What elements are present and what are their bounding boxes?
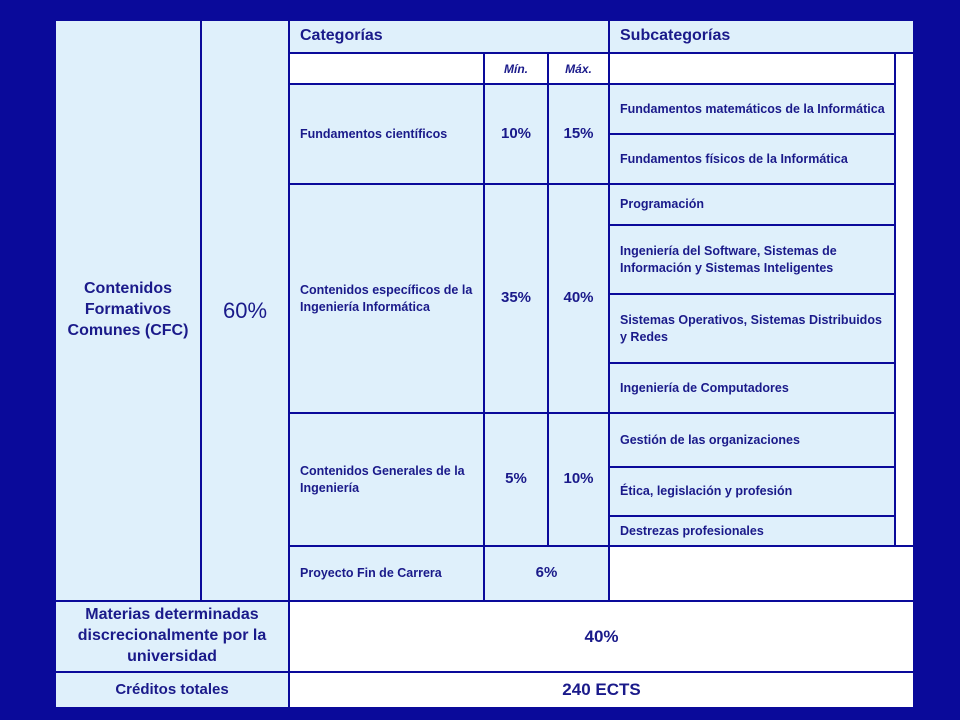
header-subcategories-text: Subcategorías — [620, 27, 731, 45]
header-categories-text: Categorías — [300, 27, 383, 45]
min-contenidos-especificos — [484, 184, 548, 413]
university-percent-cell — [289, 601, 914, 672]
subcategory-text: Fundamentos físicos de la Informática — [620, 151, 848, 166]
cfc-label-cell — [55, 20, 201, 601]
total-label-cell — [55, 672, 289, 708]
subcategory-ingenieria-computadores — [609, 363, 895, 413]
subcategory-text: Sistemas Operativos, Sistemas Distribuidos y Redes — [620, 312, 882, 344]
cfc-percent-cell — [201, 20, 289, 601]
subcategory-fundamentos-matematicos — [609, 84, 895, 134]
min-value: 10% — [500, 124, 532, 142]
max-value: 15% — [563, 124, 594, 142]
max-fundamentos-cientificos — [548, 84, 609, 184]
subcategory-text: Ética, legislación y profesión — [620, 484, 793, 499]
subcategory-programacion — [609, 184, 895, 225]
min-contenidos-generales — [484, 413, 548, 546]
university-label-cell — [55, 601, 289, 672]
subcategory-text: Gestión de las organizaciones — [620, 432, 800, 447]
project-label-cell — [289, 546, 484, 601]
category-contenidos-generales — [289, 413, 484, 546]
subcategory-text: Destrezas profesionales — [620, 523, 764, 538]
subcategory-sistemas-operativos — [609, 294, 895, 363]
header-min-text: Mín. — [504, 61, 528, 76]
max-value: 40% — [563, 289, 594, 307]
max-contenidos-generales — [548, 413, 609, 546]
header-subcategories — [609, 20, 914, 53]
subcategory-text: Fundamentos matemáticos de la Informática — [620, 101, 885, 116]
total-value: 240 ECTS — [562, 680, 641, 700]
category-text: Fundamentos científicos — [300, 126, 448, 141]
header-categories — [289, 20, 609, 53]
category-text: Contenidos específicos de la Ingeniería Informática — [300, 282, 473, 314]
min-value: 35% — [500, 289, 532, 307]
category-fundamentos-cientificos — [289, 84, 484, 184]
header-min — [484, 53, 548, 84]
project-label: Proyecto Fin de Carrera — [300, 566, 442, 581]
university-percent: 40% — [584, 626, 619, 646]
subcategory-gestion-organizaciones — [609, 413, 895, 467]
category-contenidos-especificos — [289, 184, 484, 413]
subcategory-text: Programación — [620, 197, 705, 212]
subcategory-text: Ingeniería del Software, Sistemas de Información y Sistemas Inteligentes — [620, 243, 837, 275]
header-max-text: Máx. — [565, 61, 592, 76]
min-fundamentos-cientificos — [484, 84, 548, 184]
min-value: 5% — [505, 470, 527, 488]
max-contenidos-especificos — [548, 184, 609, 413]
subcategory-etica — [609, 467, 895, 516]
subcategory-text: Ingeniería de Computadores — [620, 380, 789, 395]
header-max — [548, 53, 609, 84]
minmax-blank-cell — [289, 53, 484, 84]
subcategory-destrezas — [609, 516, 895, 546]
subcategory-ingenieria-software — [609, 225, 895, 294]
minmax-subcat-blank — [609, 53, 895, 84]
project-percent-cell — [484, 546, 609, 601]
right-strip — [895, 53, 914, 546]
total-value-cell — [289, 672, 914, 708]
total-label: Créditos totales — [115, 680, 229, 698]
cfc-percent: 60% — [222, 297, 268, 323]
cfc-label: Contenidos Formativos Comunes (CFC) — [67, 280, 189, 339]
university-label: Materias determinadas discrecionalmente por la universidad — [77, 606, 267, 665]
project-blank-cell — [609, 546, 914, 601]
max-value: 10% — [563, 470, 594, 488]
category-text: Contenidos Generales de la Ingeniería — [300, 463, 465, 495]
subcategory-fundamentos-fisicos — [609, 134, 895, 184]
project-percent: 6% — [535, 564, 558, 582]
